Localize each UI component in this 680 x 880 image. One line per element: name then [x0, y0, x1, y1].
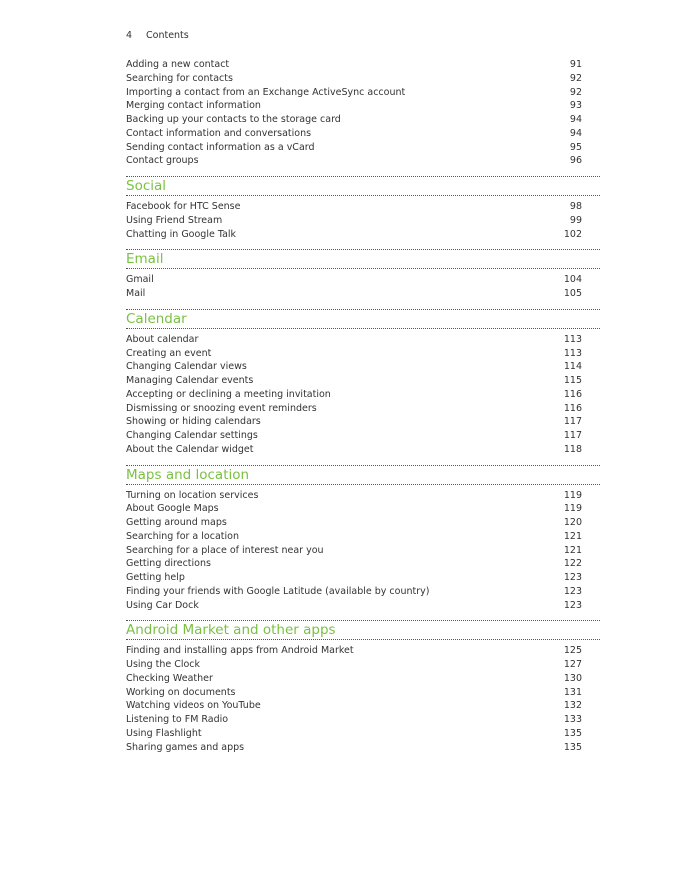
toc-entry-page: 118	[563, 443, 582, 455]
toc-entry-page: 113	[563, 333, 582, 345]
toc-entry-title: Merging contact information	[126, 100, 261, 112]
toc-entry-title: Turning on location services	[126, 489, 259, 501]
toc-entry-title: Changing Calendar views	[126, 361, 247, 373]
toc-entry-title: Working on documents	[126, 686, 236, 698]
toc-entry-page: 132	[563, 700, 582, 712]
section-heading-bar	[126, 620, 600, 640]
toc-entry-title: Searching for contacts	[126, 72, 233, 84]
toc-sections	[126, 176, 600, 754]
toc-entry[interactable]	[126, 686, 600, 700]
toc-section	[126, 465, 600, 613]
toc-entry[interactable]	[126, 644, 600, 658]
toc-entry-page: 133	[563, 714, 582, 725]
toc-entry[interactable]	[126, 557, 600, 571]
toc-entry[interactable]	[126, 154, 600, 168]
intro-entries	[126, 58, 600, 168]
toc-entry-title: Watching videos on YouTube	[126, 700, 261, 712]
toc-entry[interactable]	[126, 415, 600, 429]
toc-entry[interactable]	[126, 228, 600, 242]
toc-entry-page: 131	[563, 686, 582, 698]
section-heading-bar	[126, 309, 600, 329]
toc-entry[interactable]	[126, 672, 600, 686]
toc-section	[126, 249, 600, 301]
toc-entry-page: 117	[563, 416, 582, 428]
section-heading[interactable]: Android Market and other apps	[126, 622, 336, 639]
toc-entry-page: 123	[563, 599, 582, 611]
toc-entry[interactable]	[126, 287, 600, 301]
section-heading-bar	[126, 249, 600, 269]
toc-entry-title: Using Flashlight	[126, 727, 202, 739]
section-heading[interactable]: Email	[126, 251, 164, 268]
toc-entry-title: Dismissing or snoozing event reminders	[126, 402, 317, 414]
toc-entry-page: 122	[563, 558, 582, 570]
toc-entry[interactable]	[126, 571, 600, 585]
toc-entry-title: Searching for a place of interest near you	[126, 544, 324, 556]
toc-entry-title: About calendar	[126, 333, 199, 345]
toc-entry-title: About the Calendar widget	[126, 443, 254, 455]
toc-entry[interactable]	[126, 333, 600, 347]
toc-entry-page: 91	[569, 59, 582, 70]
toc-entry-page: 123	[563, 585, 582, 597]
toc-entry[interactable]	[126, 86, 600, 100]
toc-entry-title: Checking Weather	[126, 672, 213, 684]
toc-entry[interactable]	[126, 113, 600, 127]
toc-entry[interactable]	[126, 141, 600, 155]
toc-entry-title: Using Car Dock	[126, 599, 199, 611]
toc-entry-page: 116	[563, 402, 582, 414]
toc-section	[126, 620, 600, 754]
toc-entry-title: Chatting in Google Talk	[126, 228, 237, 240]
toc-entry-title: Mail	[126, 288, 146, 299]
toc-entry-title: Backing up your contacts to the storage card	[126, 114, 341, 125]
toc-entry[interactable]	[126, 127, 600, 141]
toc-entry[interactable]	[126, 516, 600, 530]
toc-entry-page: 105	[563, 288, 582, 299]
toc-entry-page: 95	[569, 141, 582, 153]
toc-entry[interactable]	[126, 544, 600, 558]
toc-section	[126, 176, 600, 241]
section-heading[interactable]: Maps and location	[126, 466, 250, 483]
toc-entry-page: 125	[563, 645, 582, 657]
toc-entry-title: Adding a new contact	[126, 59, 230, 70]
toc-section	[126, 309, 600, 457]
toc-entry-page: 121	[563, 530, 582, 542]
toc-entry-title: Searching for a location	[126, 530, 239, 542]
toc-entry-page: 115	[563, 375, 582, 386]
toc-entry[interactable]	[126, 658, 600, 672]
toc-entry[interactable]	[126, 402, 600, 416]
toc-entry-title: About Google Maps	[126, 503, 219, 515]
toc-entry-title: Sending contact information as a vCard	[126, 141, 315, 153]
toc-entry[interactable]	[126, 429, 600, 443]
toc-entry[interactable]	[126, 530, 600, 544]
toc-entry[interactable]	[126, 99, 600, 113]
toc-entry[interactable]	[126, 58, 600, 72]
toc-entry-title: Getting directions	[126, 558, 211, 570]
toc-entry[interactable]	[126, 200, 600, 214]
toc-entry-title: Finding and installing apps from Android Market	[126, 645, 354, 657]
toc-entry-page: 98	[569, 201, 582, 212]
toc-entry[interactable]	[126, 388, 600, 402]
toc-entry-page: 117	[563, 430, 582, 441]
toc-entry-title: Showing or hiding calendars	[126, 416, 261, 428]
toc-entry[interactable]	[126, 273, 600, 287]
toc-entry-page: 92	[569, 72, 582, 84]
toc-entry-title: Accepting or declining a meeting invitation	[126, 388, 331, 400]
toc-entry-title: Contact groups	[126, 155, 199, 167]
toc-entry[interactable]	[126, 214, 600, 228]
toc-entry[interactable]	[126, 360, 600, 374]
toc-entry[interactable]	[126, 72, 600, 86]
toc-entry-page: 114	[563, 361, 582, 373]
toc-entry[interactable]	[126, 443, 600, 457]
toc-entry-page: 96	[569, 155, 582, 167]
toc-entry[interactable]	[126, 741, 600, 755]
toc-entry-page: 121	[563, 544, 582, 556]
section-heading[interactable]: Social	[126, 178, 167, 194]
header-page-number: 4	[126, 30, 133, 41]
toc-entry-page: 119	[563, 489, 582, 501]
section-heading-bar	[126, 465, 600, 485]
toc-entry-title: Getting help	[126, 572, 185, 583]
toc-entry-title: Managing Calendar events	[126, 375, 254, 386]
toc-entry-page: 119	[563, 503, 582, 515]
toc-entry-title: Using the Clock	[126, 659, 201, 670]
toc-entry-page: 135	[563, 741, 582, 753]
toc-entry-title: Gmail	[126, 274, 154, 286]
toc-entry-page: 102	[563, 228, 582, 240]
toc-entry-title: Listening to FM Radio	[126, 714, 229, 725]
toc-entry-page: 123	[563, 572, 582, 583]
toc-entry-page: 130	[563, 672, 582, 684]
header-title: Contents	[146, 30, 189, 41]
toc-entry-page: 127	[563, 659, 582, 670]
toc-entry-title: Facebook for HTC Sense	[126, 201, 241, 212]
toc-entry[interactable]	[126, 347, 600, 361]
toc-entry-title: Sharing games and apps	[126, 741, 245, 753]
toc-entry-page: 135	[563, 727, 582, 739]
toc-entry-page: 120	[563, 517, 582, 528]
toc-entry-page: 99	[569, 214, 582, 226]
toc-entry-title: Using Friend Stream	[126, 214, 223, 226]
toc-entry-title: Getting around maps	[126, 517, 227, 528]
toc-entry[interactable]	[126, 699, 600, 713]
toc-entry-page: 104	[563, 274, 582, 286]
toc-entry-title: Changing Calendar settings	[126, 430, 258, 441]
toc-entry[interactable]	[126, 502, 600, 516]
toc-entry[interactable]	[126, 599, 600, 613]
section-heading-bar	[126, 176, 600, 196]
toc-entry[interactable]	[126, 374, 600, 388]
toc-entry-page: 116	[563, 388, 582, 400]
toc-entry-page: 113	[563, 347, 582, 359]
toc-entry[interactable]	[126, 727, 600, 741]
toc-entry-title: Finding your friends with Google Latitude (available by country)	[126, 585, 430, 597]
toc-entry-page: 92	[569, 86, 582, 98]
toc-entry-page: 93	[569, 100, 582, 112]
toc-entry[interactable]	[126, 713, 600, 727]
toc-entry-title: Contact information and conversations	[126, 127, 312, 139]
section-heading[interactable]: Calendar	[126, 310, 187, 327]
running-header	[126, 30, 189, 41]
toc-entry-page: 94	[569, 127, 582, 139]
toc-entry[interactable]	[126, 585, 600, 599]
toc-entry[interactable]	[126, 489, 600, 503]
table-of-contents	[126, 58, 600, 754]
toc-entry-page: 94	[569, 114, 582, 125]
toc-entry-title: Importing a contact from an Exchange ActiveSync account	[126, 86, 406, 98]
toc-entry-title: Creating an event	[126, 347, 212, 359]
